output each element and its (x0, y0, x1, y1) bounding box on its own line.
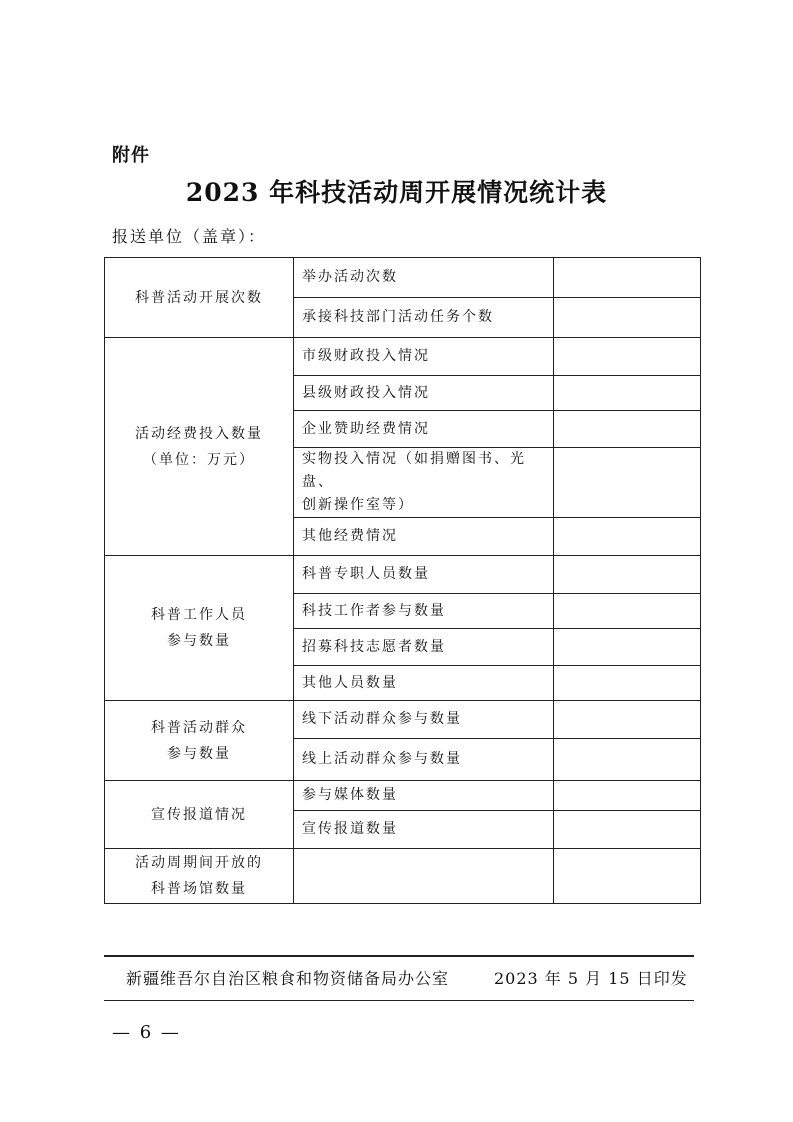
item-cell[interactable] (294, 849, 554, 904)
category-label: 科普活动群众 (151, 719, 247, 736)
category-cell (105, 258, 294, 338)
item-cell (294, 781, 554, 811)
value-cell[interactable] (554, 298, 701, 338)
table-row (105, 849, 701, 904)
item-label: 线上活动群众参与数量 (302, 751, 462, 767)
item-label: 县级财政投入情况 (302, 384, 430, 401)
category-label: 科普工作人员 (151, 607, 247, 623)
category-sublabel: 参与数量 (167, 633, 231, 649)
value-cell[interactable] (554, 376, 701, 411)
category-sublabel: （单位：万元） (143, 451, 255, 468)
value-cell[interactable] (554, 338, 701, 376)
item-label: 企业赞助经费情况 (302, 420, 430, 437)
category-label: 活动周期间开放的 (135, 855, 263, 871)
reporting-unit-label: 报送单位（盖章）： (112, 227, 267, 246)
item-cell (294, 338, 554, 376)
item-label: 招募科技志愿者数量 (302, 638, 446, 655)
footer-bottom-rule (104, 1000, 694, 1001)
category-cell (105, 781, 294, 849)
value-cell[interactable] (554, 666, 701, 701)
item-label: 科普专职人员数量 (302, 566, 430, 582)
item-cell (294, 556, 554, 594)
page-number: — 6 — (112, 1022, 181, 1043)
page-title: 2023 年科技活动周开展情况统计表 (185, 178, 608, 207)
footer-issuer: 新疆维吾尔自治区粮食和物资储备局办公室 (126, 969, 450, 988)
statistics-table (104, 257, 701, 904)
value-cell[interactable] (554, 448, 701, 518)
value-cell[interactable] (554, 781, 701, 811)
item-cell (294, 298, 554, 338)
table-row (105, 556, 701, 594)
value-cell[interactable] (554, 411, 701, 448)
footer-top-rule (104, 955, 694, 957)
category-cell (105, 556, 294, 701)
category-cell (105, 701, 294, 781)
table-row (105, 258, 701, 298)
value-cell[interactable] (554, 518, 701, 556)
item-label: 其他经费情况 (302, 528, 398, 544)
item-label: 举办活动次数 (302, 269, 398, 285)
item-label: 市级财政投入情况 (302, 348, 430, 364)
table-row (105, 338, 701, 376)
item-cell (294, 701, 554, 739)
table-row (105, 781, 701, 811)
category-label: 科普活动开展次数 (135, 289, 263, 306)
item-cell (294, 411, 554, 448)
table-row (105, 701, 701, 739)
item-cell (294, 666, 554, 701)
item-label: 线下活动群众参与数量 (302, 711, 462, 727)
item-label: 承接科技部门活动任务个数 (302, 309, 494, 325)
item-cell (294, 739, 554, 781)
attachment-label: 附件 (112, 145, 150, 166)
item-label-continued: 创新操作室等） (302, 497, 414, 513)
item-cell (294, 376, 554, 411)
value-cell[interactable] (554, 701, 701, 739)
item-label: 实物投入情况（如捐赠图书、光盘、 (302, 451, 526, 490)
value-cell[interactable] (554, 629, 701, 666)
item-label: 参与媒体数量 (302, 787, 398, 803)
value-cell[interactable] (554, 556, 701, 594)
item-cell (294, 811, 554, 849)
footer-date: 2023 年 5 月 15 日印发 (494, 969, 688, 988)
value-cell[interactable] (554, 811, 701, 849)
item-label: 宣传报道数量 (302, 821, 398, 837)
value-cell[interactable] (554, 739, 701, 781)
category-label: 活动经费投入数量 (135, 425, 263, 442)
value-cell[interactable] (554, 258, 701, 298)
value-cell[interactable] (554, 849, 701, 904)
item-cell (294, 594, 554, 629)
item-cell (294, 448, 554, 518)
item-cell (294, 258, 554, 298)
category-label: 宣传报道情况 (151, 806, 247, 823)
item-label: 科技工作者参与数量 (302, 602, 446, 619)
item-cell (294, 629, 554, 666)
category-sublabel: 参与数量 (167, 745, 231, 762)
category-cell (105, 338, 294, 556)
value-cell[interactable] (554, 594, 701, 629)
category-sublabel: 科普场馆数量 (151, 881, 247, 897)
category-cell (105, 849, 294, 904)
item-label: 其他人员数量 (302, 674, 398, 691)
item-cell (294, 518, 554, 556)
